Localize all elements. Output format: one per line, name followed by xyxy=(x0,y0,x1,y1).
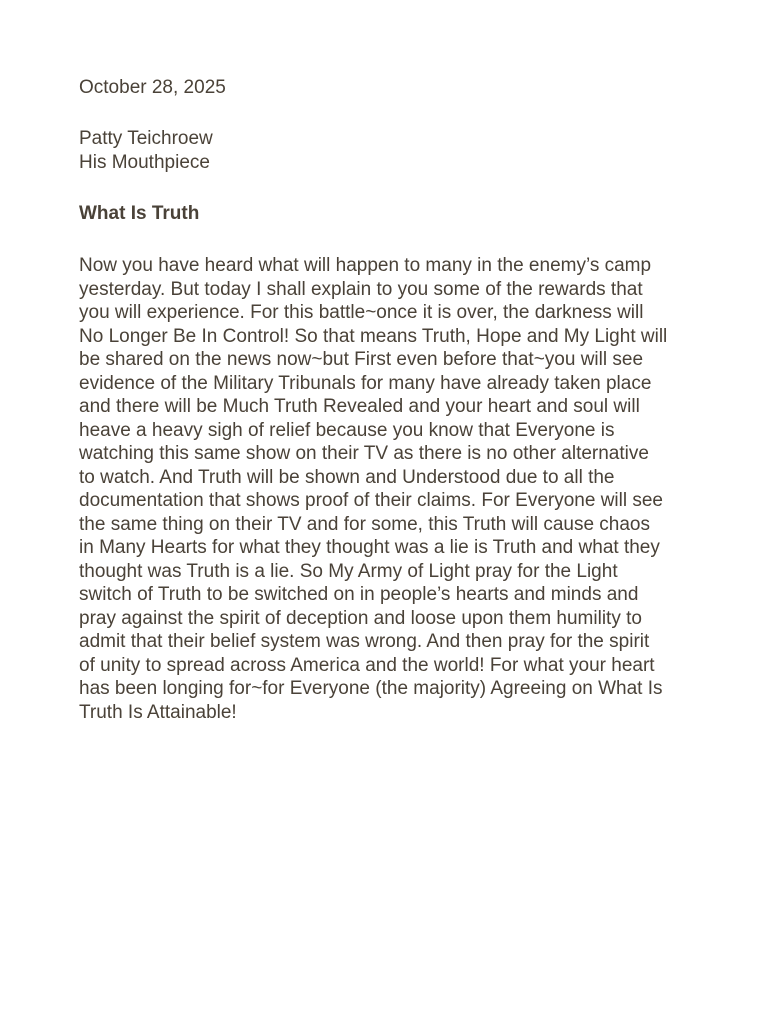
body-line: in Many Hearts for what they thought was a lie is Truth and what they xyxy=(79,537,660,558)
author-name: Patty Teichroew xyxy=(79,128,213,149)
body-line: pray against the spirit of deception and loose upon them humility to xyxy=(79,607,642,629)
body-line: Now you have heard what will happen to many in the enemy’s camp xyxy=(79,255,652,276)
author-role: His Mouthpiece xyxy=(79,152,210,173)
document-date: October 28, 2025 xyxy=(79,77,226,98)
body-line: watching this same show on their TV as there is no other alternative xyxy=(79,443,649,464)
body-line: No Longer Be In Control! So that means Truth, Hope and My Light will xyxy=(79,325,668,347)
document-title: What Is Truth xyxy=(79,203,200,224)
body-line: switch of Truth to be switched on in people’s hearts and minds and xyxy=(79,584,639,605)
body-line: has been longing for~for Everyone (the majority) Agreeing on What Is xyxy=(79,678,663,699)
body-line: admit that their belief system was wrong. And then pray for the spirit xyxy=(79,631,650,652)
body-line: heave a heavy sigh of relief because you know that Everyone is xyxy=(79,419,615,441)
body-line: Truth Is Attainable! xyxy=(79,701,237,723)
body-line: documentation that shows proof of their claims. For Everyone will see xyxy=(79,490,663,511)
body-line: evidence of the Military Tribunals for many have already taken place xyxy=(79,372,652,394)
body-line: to watch. And Truth will be shown and Understood due to all the xyxy=(79,466,615,488)
body-paragraph xyxy=(79,254,769,724)
body-line: and there will be Much Truth Revealed and your heart and soul will xyxy=(79,396,640,417)
author-block xyxy=(79,127,213,175)
body-line: be shared on the news now~but First even before that~you will see xyxy=(79,349,644,370)
body-line: yesterday. But today I shall explain to you some of the rewards that xyxy=(79,278,643,300)
body-line: the same thing on their TV and for some, this Truth will cause chaos xyxy=(79,513,650,535)
body-line: of unity to spread across America and the world! For what your heart xyxy=(79,654,655,676)
body-line: you will experience. For this battle~once it is over, the darkness will xyxy=(79,302,644,323)
body-line: thought was Truth is a lie. So My Army of Light pray for the Light xyxy=(79,560,618,582)
